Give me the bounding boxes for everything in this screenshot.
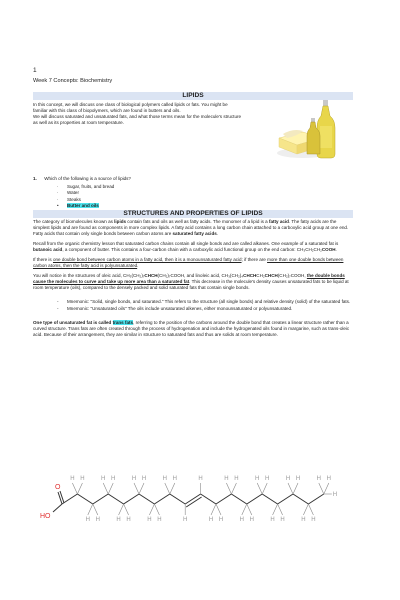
intro-paragraph-1: In this concept, we will discuss one class of biological polymers called lipids or fats. You might be familiar with this class of biopolymers, which are found in butters and oils. — [33, 102, 228, 113]
hydrogen-bond — [242, 504, 247, 515]
intro-paragraph-2: We will discuss saturated and unsaturated fats, and what those terms mean for the molecule's structure as well as its properties at room temperature. — [33, 114, 242, 125]
hydrogen-label: H — [285, 476, 291, 482]
hydrogen-bond — [108, 483, 113, 494]
answer-option[interactable]: · Water — [57, 190, 353, 196]
hydrogen-bond — [134, 483, 139, 494]
lipids-heading: LIPIDS — [33, 92, 353, 100]
carbon-bond — [154, 494, 169, 504]
oleic-paragraph: You will notice in the structures of oleic acid, CH₃(CH₂)₇CHCH(CH₂)₇COOH, and linoleic acid, CH₃(CH₂)₄CHCHCH₂CHCH(CH₂)₇COOH, the double bonds cause the molecules to curve and take up more area than a saturated fat. This decrease in the molecule's density causes unsaturated fats to be liquid at room temperature (oils), compared to the densely packed and solid saturated fats that contain single bonds. — [33, 272, 349, 290]
answer-option[interactable]: · Steaks — [57, 197, 353, 203]
hydrogen-label: H — [234, 476, 239, 482]
carbon-bond — [308, 494, 323, 504]
page-number: 1 — [33, 67, 37, 74]
hydrogen-bond — [288, 483, 293, 494]
mnemonic-item: - Mnemonic: "Solid, single bonds, and saturated." This refers to the structure (all single bonds) and relative density (solid) of the saturated fats. — [57, 299, 353, 305]
hydrogen-label: H — [265, 476, 270, 482]
hydrogen-label: H — [208, 517, 214, 523]
hydrogen-bond — [216, 504, 221, 515]
carbon-bond — [201, 494, 216, 504]
carbon-bond — [216, 494, 231, 504]
hydrogen-label: H — [183, 517, 188, 523]
hydrogen-label: H — [95, 517, 100, 523]
hydrogen-label: H — [131, 476, 137, 482]
hydrogen-bond — [303, 504, 308, 515]
hydrogen-bond — [124, 504, 129, 515]
intro-section — [33, 102, 353, 170]
hydrogen-label: H — [80, 476, 85, 482]
hydrogen-label: H — [157, 517, 162, 523]
hydrogen-label: H — [85, 517, 90, 523]
carbon-bond — [77, 494, 92, 504]
hydroxyl-bond — [53, 504, 62, 512]
hydrogen-label: H — [198, 476, 203, 482]
carbon-bond — [108, 494, 123, 504]
hydrogen-bond — [247, 504, 252, 515]
question-text: Which of the following is a source of lipids? — [44, 176, 131, 181]
hydrogen-bond — [88, 504, 93, 515]
hydrogen-label: H — [311, 517, 316, 523]
hydrogen-bond — [170, 483, 175, 494]
hydrogen-label: H — [224, 476, 229, 482]
hydrogen-label: H — [172, 476, 177, 482]
butanoic-paragraph: Recall from the organic chemistry lesson that saturated carbon chains contain all single bonds and are called alkanes. One example of a saturated fat is butanoic acid, a component of butter. This contains a four-carbon chain with a carboxylic acid functional group on the end carbon: CH₃CH₂CH₂COOH. — [33, 240, 339, 252]
hydrogen-bond — [154, 504, 159, 515]
hydrogen-label: H — [101, 476, 106, 482]
hydrogen-label: H — [218, 517, 224, 523]
carbon-bond — [278, 494, 293, 504]
hydrogen-bond — [165, 483, 170, 494]
hydrogen-label: H — [301, 517, 306, 523]
hydrogen-bond — [231, 483, 236, 494]
carbon-bond — [170, 494, 185, 504]
hydrogen-bond — [278, 504, 283, 515]
hydrogen-bond — [324, 483, 329, 494]
carbon-bond — [124, 494, 139, 504]
carbon-bond — [247, 494, 262, 504]
hydrogen-bond — [226, 483, 231, 494]
answer-options — [57, 184, 353, 210]
structures-heading: STRUCTURES AND PROPERTIES OF LIPIDS — [33, 210, 353, 218]
hydrogen-label: H — [111, 476, 116, 482]
hydrogen-bond — [72, 483, 77, 494]
question-number: 1. — [33, 176, 37, 181]
carbon-bond — [293, 494, 308, 504]
hydroxyl-label: HO — [40, 513, 51, 520]
mnemonic-item: - Mnemonic: "Unsaturated oils" The oils include unsaturated alkenes, either monounsaturated or polyunsaturated. — [57, 306, 353, 312]
hydrogen-bond — [211, 504, 216, 515]
oxygen-label: O — [55, 484, 61, 491]
intro-text — [33, 102, 243, 126]
hydrogen-bond — [308, 504, 313, 515]
hydrogen-label: H — [326, 476, 331, 482]
mnemonic-list — [57, 299, 353, 312]
hydrogen-bond — [262, 483, 267, 494]
hydrogen-bond — [93, 504, 98, 515]
week-title: Week 7 Concepts: Biochemistry — [33, 78, 113, 84]
hydrogen-label: H — [239, 517, 244, 523]
hydrogen-bond — [119, 504, 124, 515]
hydrogen-bond — [139, 483, 144, 494]
carbon-bond — [231, 494, 246, 504]
carbon-bond — [139, 494, 154, 504]
hydrogen-bond — [293, 483, 298, 494]
hydrogen-label: H — [162, 476, 167, 482]
hydrogen-label: H — [316, 476, 321, 482]
hydrogen-bond — [319, 483, 324, 494]
hydrogen-bond — [257, 483, 262, 494]
hydrogen-bond — [77, 483, 82, 494]
unsaturation-paragraph: If there is one double bond between carbon atoms in a fatty acid, then it is a monounsaturated fatty acid; if there are more than one double bonds between carbon atoms, then the fatty acid is polyunsaturated. — [33, 256, 344, 268]
hydrogen-bond — [103, 483, 108, 494]
trans-fat-paragraph: One type of unsaturated fat is called trans fats, referring to the position of the carbons around the double bond that creates a linear structure rather than a curved structure. Trans fats are often created through the process of hydrogenation and include the hydrogenated oils found in margarine, such as trans-oleic acid. Because of their arrangement, they are similar in structure to saturated fats and thus are solids at room temperature. — [33, 319, 350, 337]
hydrogen-label: H — [116, 517, 121, 523]
carbon-bond — [93, 494, 108, 504]
carbon-bond — [262, 494, 277, 504]
question-1 — [33, 176, 353, 210]
hydrogen-label: H — [295, 476, 301, 482]
answer-option[interactable]: · Sugar, fruits, and bread — [57, 184, 353, 190]
hydrogen-label: H — [270, 517, 275, 523]
hydrogen-label: H — [332, 492, 338, 498]
hydrogen-label: H — [147, 517, 152, 523]
hydrogen-bond — [149, 504, 154, 515]
hydrogen-label: H — [249, 517, 254, 523]
lipids-paragraph: The category of biomolecules known as lipids contain fats and oils as well as fatty acids. The monomer of a lipid is a fatty acid. The fatty acids are the simplest lipids and are found as components in more complex lipids. A fatty acid contains a long carbon chain attached to a carboxylic acid group at one end. Fatty acids that contain only single bonds between carbon atoms are saturated fatty acids. — [33, 218, 349, 236]
hydrogen-label: H — [70, 476, 75, 482]
trans-fatty-acid-structure — [40, 458, 340, 538]
answer-option-selected[interactable]: • Butter and oils — [57, 203, 353, 209]
hydrogen-bond — [273, 504, 278, 515]
document-body — [33, 92, 353, 342]
hydrogen-label: H — [126, 517, 131, 523]
butter-and-oil-image — [273, 98, 343, 162]
hydrogen-label: H — [280, 517, 285, 523]
hydrogen-label: H — [255, 476, 260, 482]
hydrogen-label: H — [141, 476, 147, 482]
